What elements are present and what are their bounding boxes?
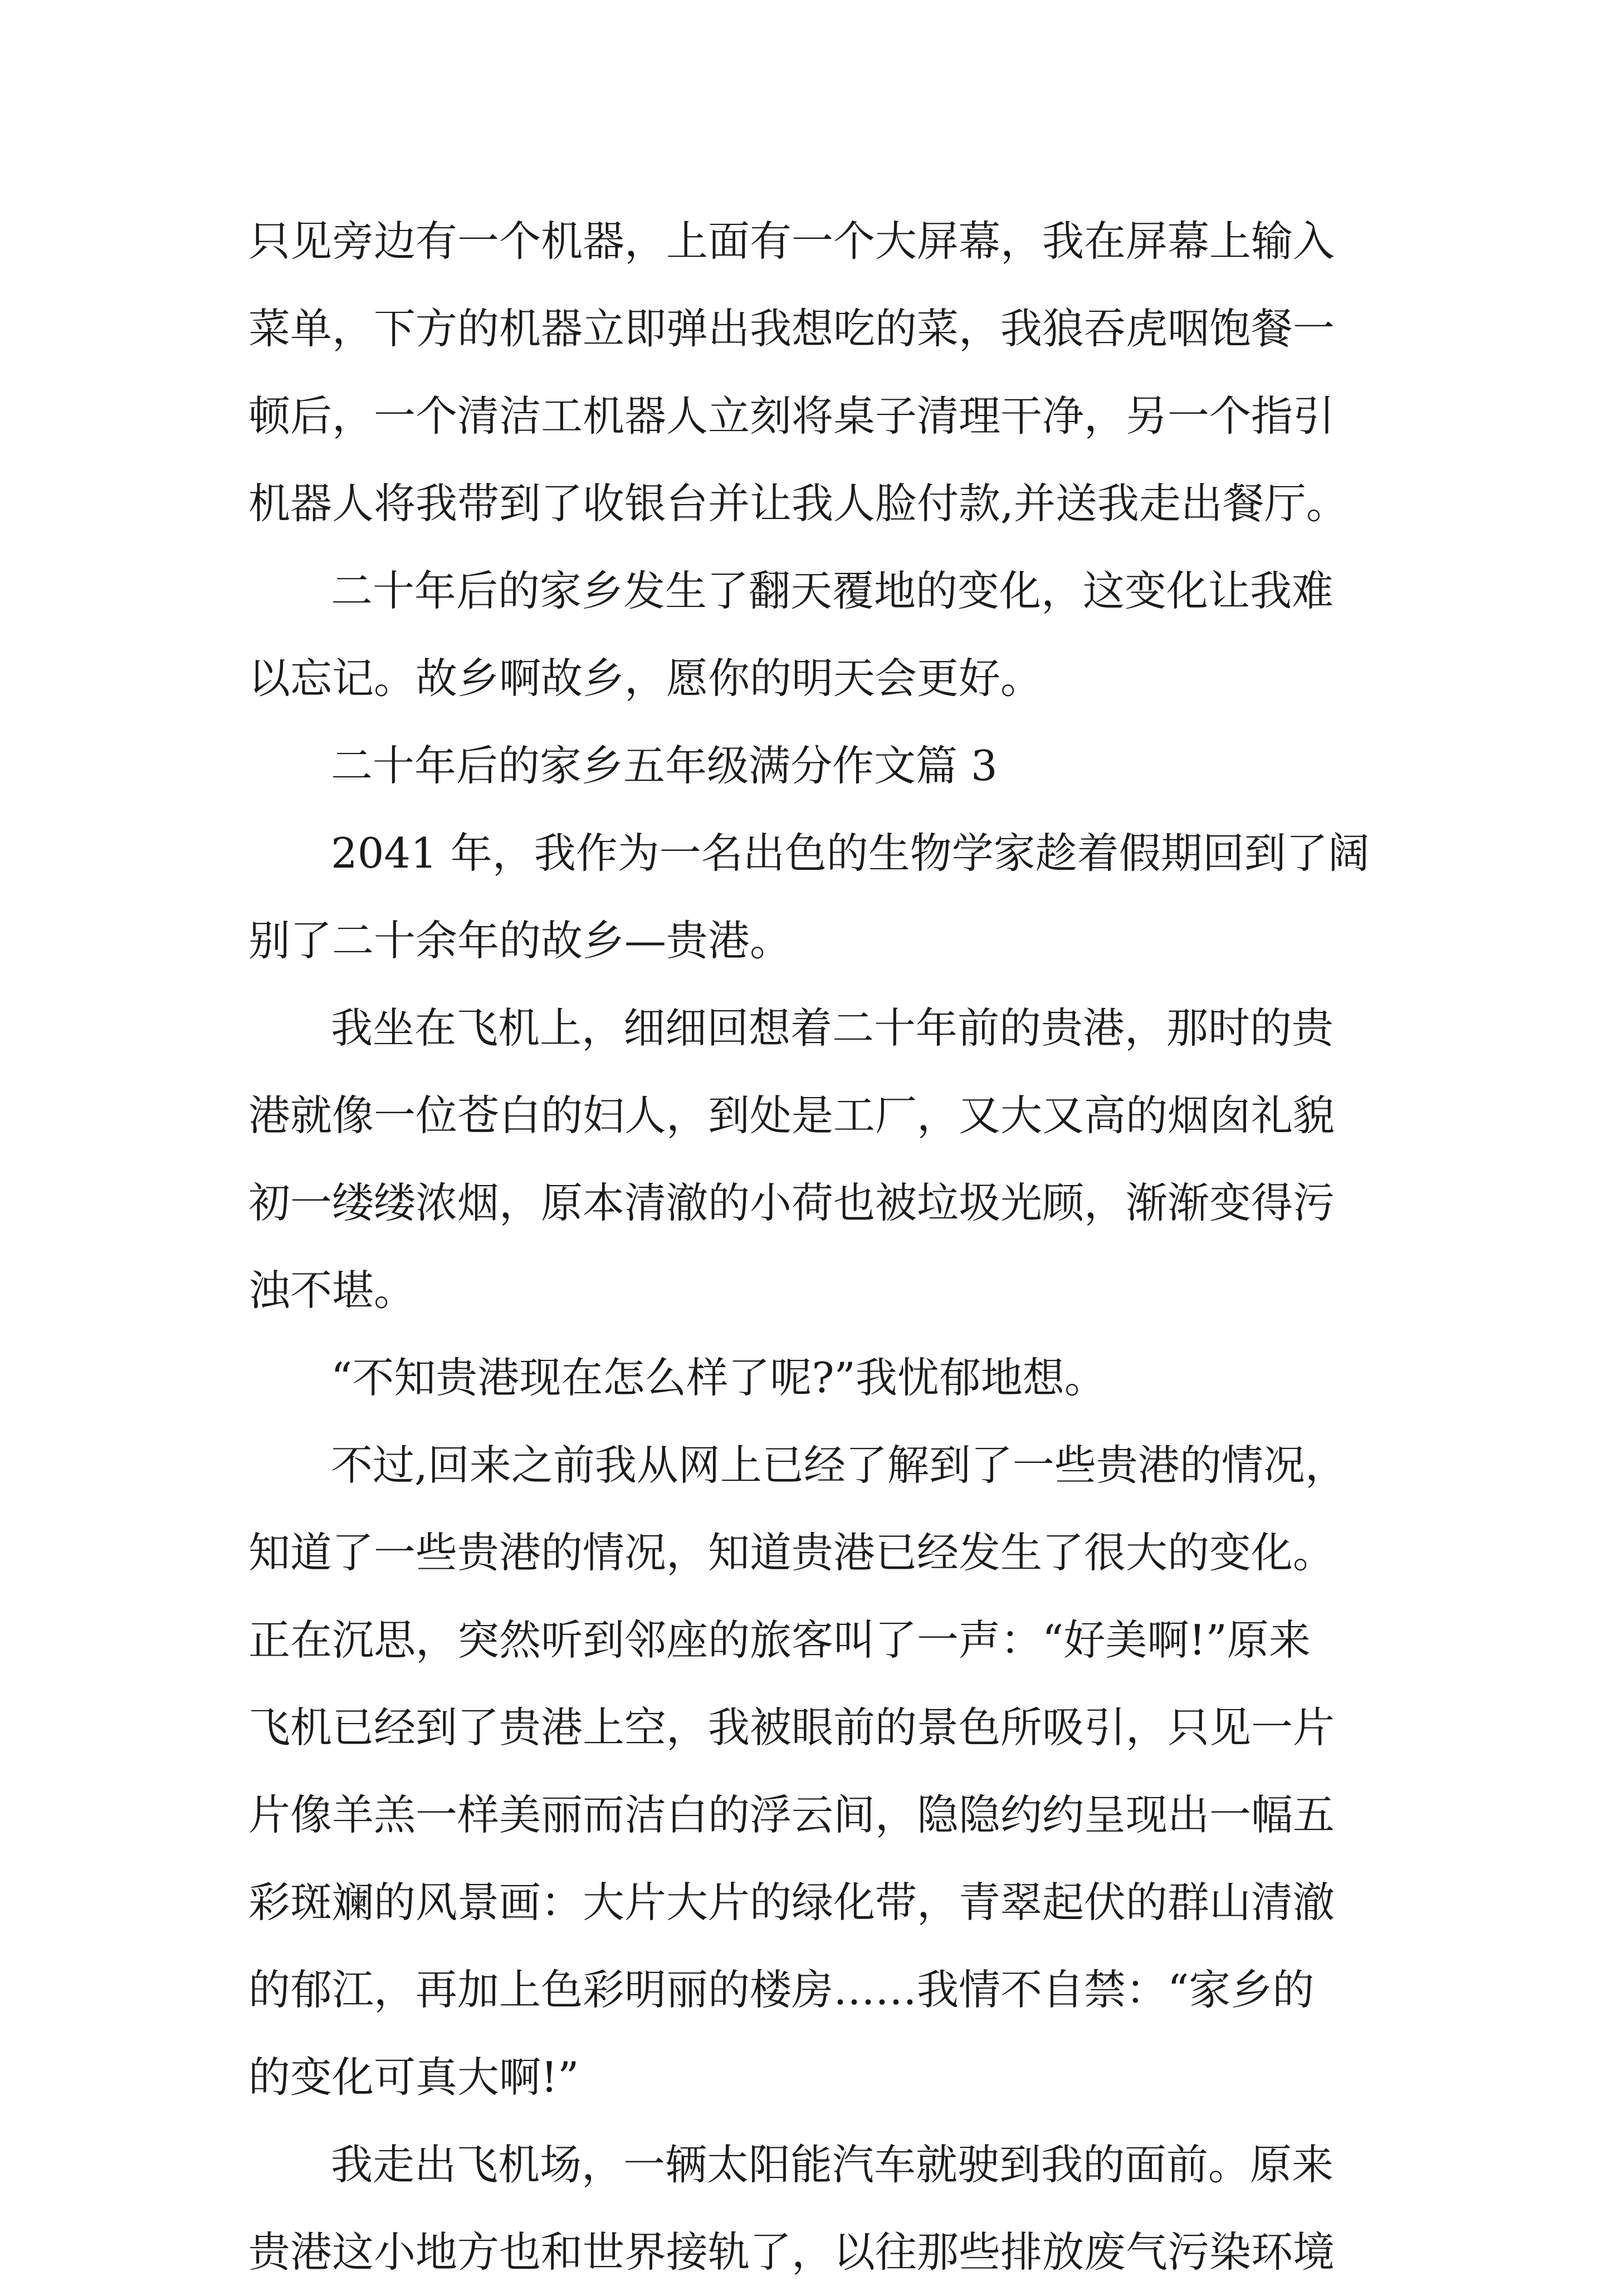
text-line: 片像羊羔一样美丽而洁白的浮云间，隐隐约约呈现出一幅五 <box>248 1790 1335 1839</box>
text-line: 顿后，一个清洁工机器人立刻将桌子清理干净，另一个指引 <box>248 391 1335 440</box>
text-line: 别了二十余年的故乡—贵港。 <box>248 916 792 965</box>
text-line: 机器人将我带到了收银台并让我人脸付款,并送我走出餐厅。 <box>248 479 1348 528</box>
text-line: 知道了一些贵港的情况，知道贵港已经发生了很大的变化。 <box>248 1528 1335 1577</box>
text-line: 的郁江，再加上色彩明丽的楼房……我情不自禁：“家乡的 <box>248 1965 1315 2014</box>
text-line: 贵港这小地方也和世界接轨了，以往那些排放废气污染环境 <box>248 2228 1335 2277</box>
section-heading: 二十年后的家乡五年级满分作文篇 3 <box>331 741 998 790</box>
text-line: 浊不堪。 <box>248 1266 416 1315</box>
paragraph-first-line: 我坐在飞机上，细细回想着二十年前的贵港，那时的贵 <box>331 1003 1334 1052</box>
paragraph-first-line: 二十年后的家乡发生了翻天覆地的变化，这变化让我难 <box>331 566 1334 615</box>
text-line: 飞机已经到了贵港上空，我被眼前的景色所吸引，只见一片 <box>248 1703 1335 1752</box>
text-line: 的变化可真大啊!” <box>248 2053 579 2102</box>
text-line: 彩斑斓的风景画：大片大片的绿化带，青翠起伏的群山清澈 <box>248 1878 1335 1927</box>
text-line: 以忘记。故乡啊故乡，愿你的明天会更好。 <box>248 654 1043 703</box>
paragraph-first-line: 2041 年，我作为一名出色的生物学家趁着假期回到了阔 <box>331 829 1370 878</box>
text-line: 菜单，下方的机器立即弹出我想吃的菜，我狼吞虎咽饱餐一 <box>248 304 1335 353</box>
text-line: 港就像一位苍白的妇人，到处是工厂，又大又高的烟囱礼貌 <box>248 1091 1335 1140</box>
text-line: 初一缕缕浓烟，原本清澈的小荷也被垃圾光顾，渐渐变得污 <box>248 1178 1335 1227</box>
paragraph-first-line: 我走出飞机场，一辆太阳能汽车就驶到我的面前。原来 <box>331 2140 1334 2189</box>
paragraph-first-line: “不知贵港现在怎么样了呢?”我忧郁地想。 <box>331 1353 1106 1402</box>
document-body <box>248 198 1385 2296</box>
paragraph-first-line: 不过,回来之前我从网上已经了解到了一些贵港的情况， <box>331 1441 1347 1490</box>
text-line: 只见旁边有一个机器，上面有一个大屏幕，我在屏幕上输入 <box>248 217 1335 266</box>
text-line: 正在沉思，突然听到邻座的旅客叫了一声：“好美啊!”原来 <box>248 1615 1311 1665</box>
